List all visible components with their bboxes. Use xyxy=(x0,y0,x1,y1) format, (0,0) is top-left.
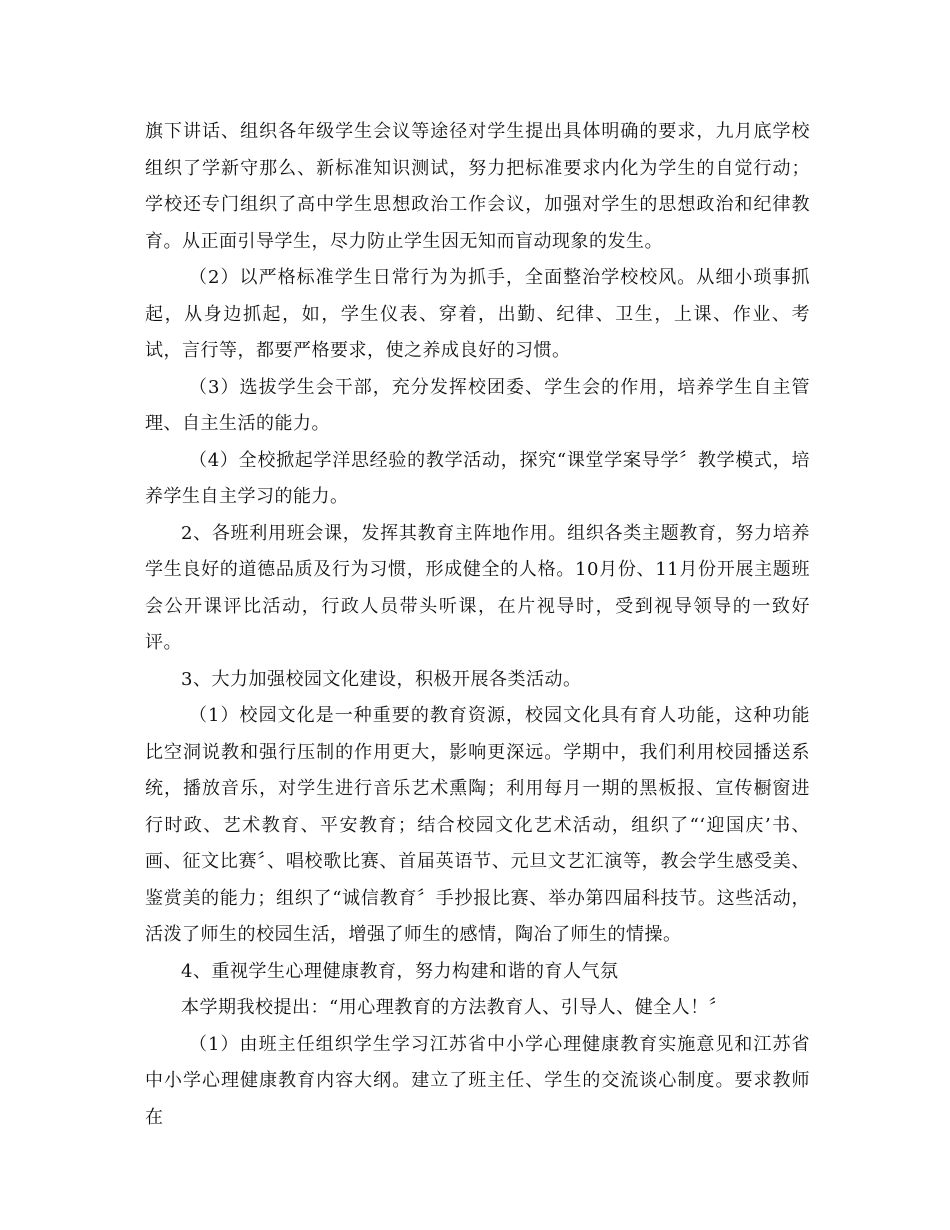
paragraph-item-2: （2）以严格标准学生日常行为为抓手，全面整治学校校风。从细小琐事抓起，从身边抓起，如，学生仪表、穿着，出勤、纪律、卫生，上课、作业、考试，言行等，都要严格要求，使之养成良好的习惯。 xyxy=(145,267,810,361)
paragraph-section-3-item-1: （1）校园文化是一种重要的教育资源，校园文化具有育人功能，这种功能比空洞说教和强行压制的作用更大，影响更深远。学期中，我们利用校园播送系统，播放音乐，对学生进行音乐艺术熏陶；利用每月一期的黑板报、宣传橱窗进行时政、艺术教育、平安教育；结合校园文化艺术活动，组织了“‘迎国庆’书、画、征文比赛〞、唱校歌比赛、首届英语节、元旦文艺汇演等，教会学生感受美、鉴赏美的能力；组织了“诚信教育〞手抄报比赛、举办第四届科技节。这些活动，活泼了师生的校园生活，增强了师生的感情，陶冶了师生的情操。 xyxy=(145,705,810,945)
document-body xyxy=(145,114,810,1136)
paragraph-section-4: 4、重视学生心理健康教育，努力构建和谐的育人气氛 xyxy=(181,960,619,982)
paragraph-section-3: 3、大力加强校园文化建设，积极开展各类活动。 xyxy=(181,668,582,690)
paragraph-section-4-item-1: （1）由班主任组织学生学习江苏省中小学心理健康教育实施意见和江苏省中小学心理健康教育内容大纲。建立了班主任、学生的交流谈心制度。要求教师在 xyxy=(145,1033,810,1128)
paragraph-item-4: （4）全校掀起学洋思经验的教学活动，探究“课堂学案导学〞教学模式，培养学生自主学习的能力。 xyxy=(145,449,810,507)
paragraph-item-3: （3）选拔学生会干部，充分发挥校团委、学生会的作用，培养学生自主管理、自主生活的能力。 xyxy=(145,376,810,434)
paragraph-section-2: 2、各班利用班会课，发挥其教育主阵地作用。组织各类主题教育，努力培养学生良好的道德品质及行为习惯，形成健全的人格。10月份、11月份开展主题班会公开课评比活动，行政人员带头听课，在片视导时，受到视导领导的一致好评。 xyxy=(145,522,810,653)
paragraph-school-slogan: 本学期我校提出：“用心理教育的方法教育人、引导人、健全人！〞 xyxy=(181,997,728,1018)
paragraph-continuation: 旗下讲话、组织各年级学生会议等途径对学生提出具体明确的要求，九月底学校组织了学新守那么、新标准知识测试，努力把标准要求内化为学生的自觉行动；学校还专门组织了高中学生思想政治工作会议，加强对学生的思想政治和纪律教育。从正面引导学生，尽力防止学生因无知而盲动现象的发生。 xyxy=(145,121,810,252)
